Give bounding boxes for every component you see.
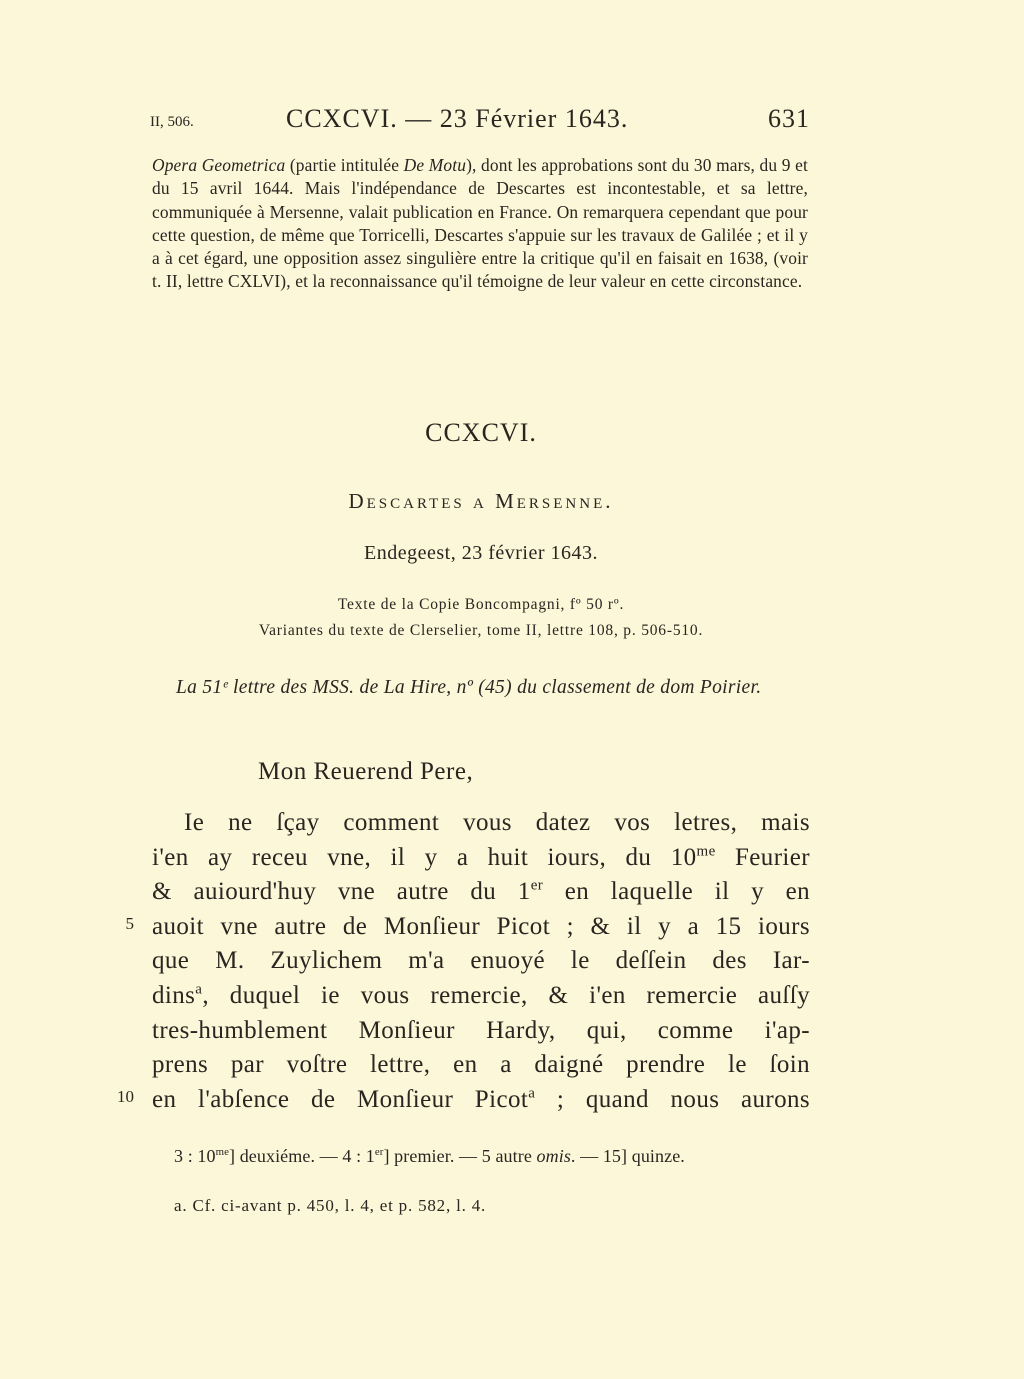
running-head [148, 104, 810, 140]
body-line: auoit vne autre de Monſieur Picot ; & il y a 15 iours [152, 912, 810, 940]
variant-readings: 3 : $10^{me}$] deuxiéme. — 4 : 1er] premier. — 5 autre omis. — 15] quinze. [174, 1146, 685, 1166]
body-line: prens par voſtre lettre, en a daigné prendre le ſoin [152, 1051, 810, 1079]
source-note [0, 592, 962, 644]
source-line-1: Texte de la Copie Boncompagni, fº 50 rº. [337, 596, 625, 613]
line-number-10: 10 [117, 1087, 134, 1106]
running-head-title: CCXCVI. — 23 Février 1643. [286, 104, 629, 133]
page-number: 631 [768, 104, 810, 133]
body-line: dins$^a$, duquel ie vous remercie, & i'en remercie auſſy [152, 981, 810, 1009]
body-line: en l'abſence de Monſieur Picot$^a$ ; quand nous aurons [152, 1085, 810, 1113]
body-line: Ie ne ſçay comment vous datez vos letres, mais [184, 809, 810, 836]
line-number-5: 5 [125, 914, 134, 933]
letter-place-date: Endegeest, 23 février 1643. [364, 542, 598, 564]
salutation: Mon Reuerend Pere, [258, 758, 474, 785]
intro-text-part2: ), dont les approbations sont du 30 mars, du 9 et du 15 avril 1644. Mais l'indépendance de Descartes est incontestable, et sa lettre, communiquée à Mersenne, valait publication en France. On remarquera cependant que pour cette question, de même que Torricelli, Descartes s'appuie sur les travaux de Galilée ; et il y a à cet égard, une opposition assez singulière entre la critique qu'il en faisait en 1638, (voir t. II, lettre CXLVI), et la reconnaissance qu'il témoigne de leur valeur en cette circonstance. [152, 155, 808, 292]
intro-italic-part: De Motu [403, 155, 467, 175]
body-line: & auiourd'huy vne autre du 1er en laquelle il y en [152, 877, 810, 906]
body-line: i'en ay receu vne, il y a huit iours, du $10^{me}$ Feurier [152, 843, 810, 871]
manuscript-note: La 51ᵉ lettre des MSS. de La Hire, nº (45) du classement de dom Poirier. [176, 677, 762, 698]
letter-body [152, 806, 810, 1117]
body-line: tres-humblement Monſieur Hardy, qui, comme i'ap- [152, 1016, 810, 1044]
body-line: que M. Zuylichem m'a enuoyé le deſſein des Iar- [152, 947, 810, 975]
footnote-a: a. Cf. ci-avant p. 450, l. 4, et p. 582, l. 4. [174, 1196, 487, 1215]
source-line-2: Variantes du texte de Clerselier, tome II, lettre 108, p. 506-510. [258, 622, 704, 639]
intro-italic-title: Opera Geometrica [152, 155, 286, 175]
letter-heading: Descartes a Mersenne. [348, 489, 614, 513]
letter-number: CCXCVI. [425, 418, 537, 447]
intro-paragraph [152, 154, 808, 294]
running-head-reference: II, 506. [150, 114, 194, 130]
intro-text-part1: (partie intitulée [285, 155, 404, 175]
